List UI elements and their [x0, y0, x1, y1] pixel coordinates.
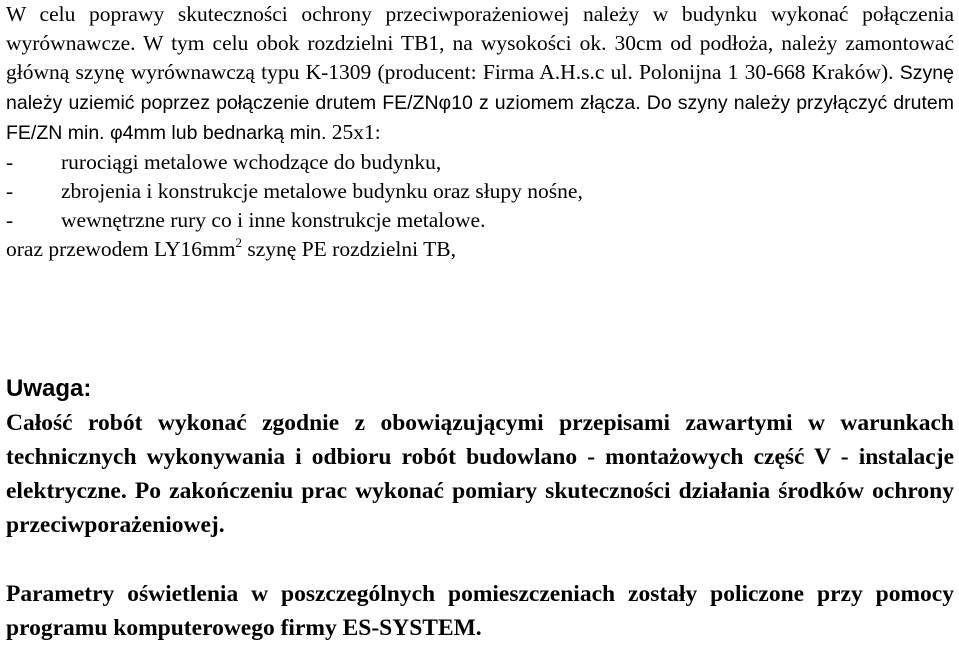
list-item [6, 148, 954, 177]
pe-text-before: oraz przewodem LY16mm [6, 237, 236, 261]
list-dash: - [6, 179, 14, 203]
list-dash: - [6, 208, 14, 232]
paragraph-sentence-1: W celu poprawy skuteczności ochrony przeciwporażeniowej należy w budynku wykonać połączenia wyrównawcze. W tym celu obok rozdzielni TB1, na wysokości ok. 30cm od podłoża, należy zamontować główną szynę wyrównawczą typu K-1309 (producent: Firma A.H.s.c ul. Polonijna 1 30-668 Kraków). [6, 2, 954, 84]
bonding-items-list [6, 148, 954, 235]
paragraph-sentence-2: Szynę należy uziemić poprzez połączenie drutem FE/ZNφ10 z uziomem złącza. Do szyny należy przyłączyć drutem FE/ZN min. φ4mm lub bednarką min. [6, 62, 954, 144]
list-dash: - [6, 150, 14, 174]
list-item-text: zbrojenia i konstrukcje metalowe budynku oraz słupy nośne, [61, 179, 583, 203]
document-page [6, 0, 954, 641]
list-item-text: rurociągi metalowe wchodzące do budynku, [61, 150, 442, 174]
superscript: 2 [235, 235, 242, 250]
paragraph-sentence-3: 25x1: [331, 120, 381, 144]
note-paragraph-2: Parametry oświetlenia w poszczególnych pomieszczeniach zostały policzone przy pomocy programu komputerowego firmy ES-SYSTEM. [6, 581, 954, 641]
list-item [6, 206, 954, 235]
pe-text-after: szynę PE rozdzielni TB, [242, 237, 456, 261]
equipotential-bonding-paragraph [6, 0, 954, 148]
pe-connection-line [6, 235, 954, 264]
note-paragraph-1: Całość robót wykonać zgodnie z obowiązującymi przepisami zawartymi w warunkach technicznych wykonywania i odbioru robót budowlano - montażowych część V - instalacje elektryczne. Po zakończeniu prac wykonać pomiary skuteczności działania środków ochrony przeciwporażeniowej. [6, 410, 954, 538]
list-item-text: wewnętrzne rury co i inne konstrukcje metalowe. [61, 208, 486, 232]
list-item [6, 177, 954, 206]
note-heading: Uwaga: [6, 375, 92, 402]
